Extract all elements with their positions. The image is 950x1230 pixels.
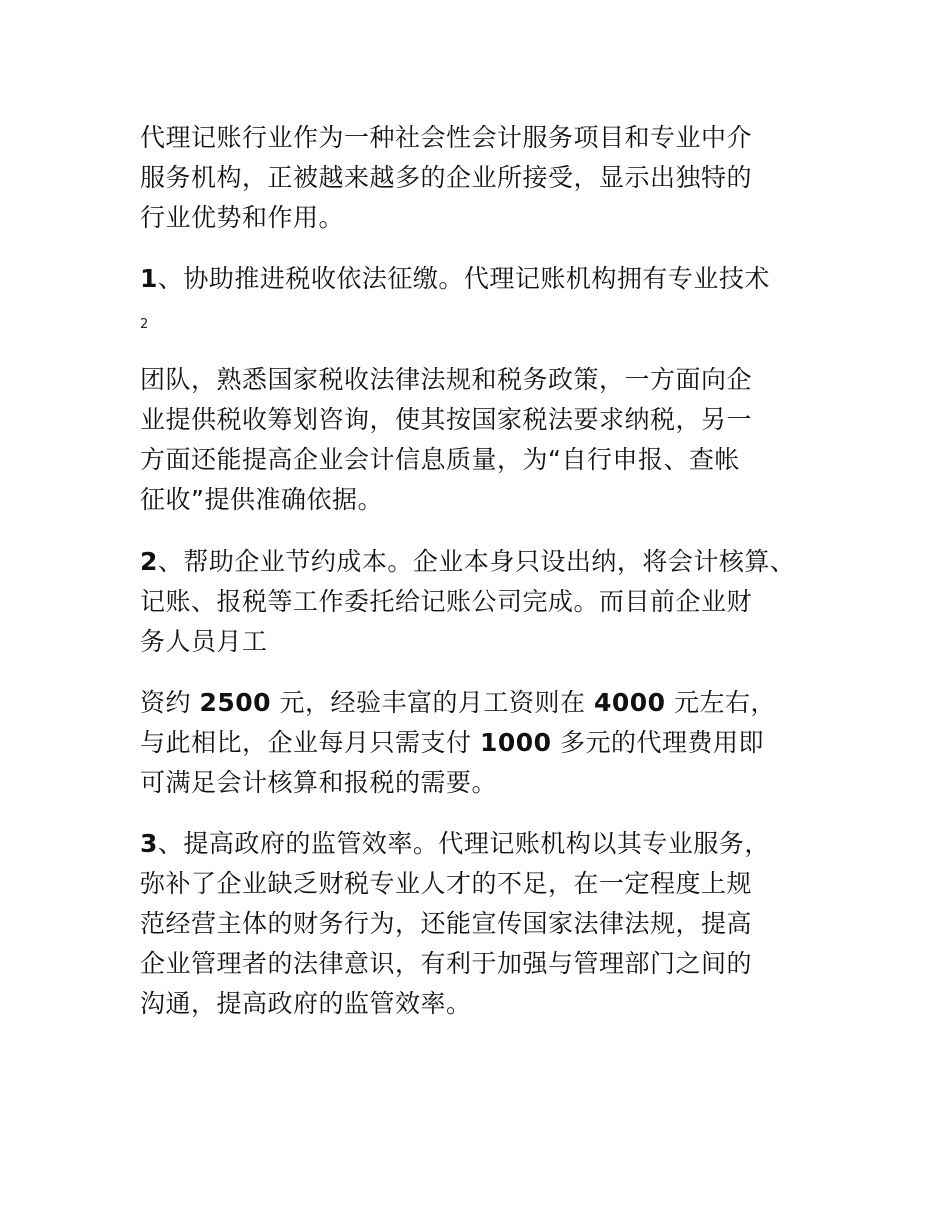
salary-number: 4000 xyxy=(593,688,666,717)
text-line: 弥补了企业缺乏财税专业人才的不足，在一定程度上规 xyxy=(140,869,753,898)
point-2-continuation xyxy=(140,683,840,803)
text-fragment: 元，经验丰富的月工资则在 xyxy=(279,688,586,717)
text-fragment: 多元的代理费用即 xyxy=(560,728,765,757)
text-fragment: 与此相比，企业每月只需支付 xyxy=(140,728,472,757)
text-line: 沟通，提高政府的监管效率。 xyxy=(140,989,472,1018)
text-line xyxy=(140,723,840,763)
text-line xyxy=(140,824,840,864)
point-3-paragraph xyxy=(140,824,840,1024)
text-fragment: 资约 xyxy=(140,688,192,717)
text-line: 代理记账行业作为一种社会性会计服务项目和专业中介 xyxy=(140,123,753,152)
text-line: 行业优势和作用。 xyxy=(140,203,345,232)
text-line: 业提供税收筹划咨询，使其按国家税法要求纳税，另一 xyxy=(140,405,753,434)
text-line xyxy=(140,542,840,582)
point-1-body xyxy=(140,360,840,520)
intro-paragraph xyxy=(140,118,840,238)
text-line: 范经营主体的财务行为，还能宣传国家法律法规，提高 xyxy=(140,909,753,938)
point-number: 3 xyxy=(140,829,158,858)
text-line: 方面还能提高企业会计信息质量，为“自行申报、查帐 xyxy=(140,445,740,474)
text-fragment: 元左右， xyxy=(674,688,777,717)
text-line: 服务机构，正被越来越多的企业所接受，显示出独特的 xyxy=(140,163,753,192)
text-line: 记账、报税等工作委托给记账公司完成。而目前企业财 xyxy=(140,587,753,616)
point-2-paragraph xyxy=(140,542,840,662)
text-line: 企业管理者的法律意识，有利于加强与管理部门之间的 xyxy=(140,949,753,978)
point-heading-text: 、协助推进税收依法征缴。代理记账机构拥有专业技术 xyxy=(157,264,770,293)
fee-number: 1000 xyxy=(479,728,552,757)
point-heading-text: 、提高政府的监管效率。代理记账机构以其专业服务， xyxy=(157,829,770,858)
text-line: 务人员月工 xyxy=(140,627,268,656)
text-line: 团队，熟悉国家税收法律法规和税务政策，一方面向企 xyxy=(140,365,753,394)
salary-number: 2500 xyxy=(199,688,272,717)
point-heading-text: 、帮助企业节约成本。企业本身只设出纳，将会计核算、 xyxy=(157,547,796,576)
text-line: 征收”提供准确依据。 xyxy=(140,485,383,514)
point-number: 1 xyxy=(140,264,158,293)
text-line xyxy=(140,683,840,723)
text-line xyxy=(140,259,840,299)
page-number: 2 xyxy=(140,317,149,332)
text-line: 可满足会计核算和报税的需要。 xyxy=(140,768,498,797)
point-1-heading xyxy=(140,259,840,299)
point-number: 2 xyxy=(140,547,158,576)
